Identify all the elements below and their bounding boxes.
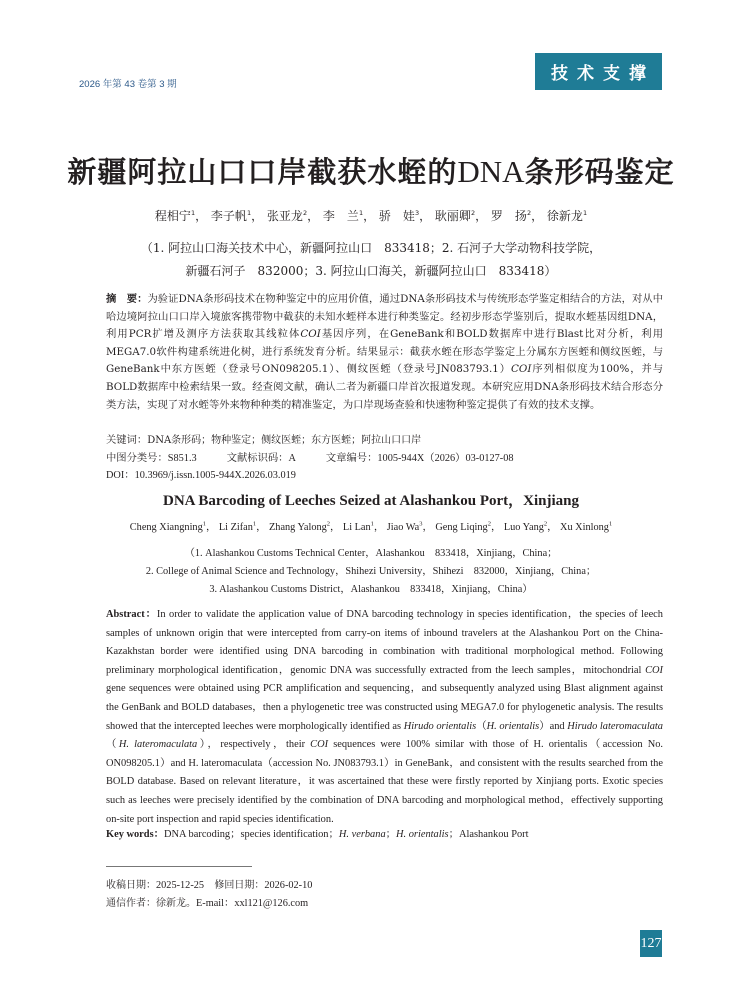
affiliations-cn	[0, 237, 742, 283]
email-link[interactable]: xxl121@126.com	[234, 898, 309, 909]
abstract-en: Abstract：In order to validate the application value of DNA barcoding technology in species identification，the species of leech samples of unknown origin that were intercepted from carry-on items of inbound travelers at the Alashankou Port on the China-Kazakhstan border were identified using DNA barcoding in combination with traditional morphological method. Following preliminary morphological identification，genomic DNA was successfully extracted from the leech samples，mitochondrial COI gene sequences were obtained using PCR amplification and sequencing，and subsequently analyzed using Blast alignment against the GenBank and BOLD databases，then a phylogenetic tree was constructed using MEGA7.0 for phylogenetic analysis. The results showed that the intercepted leeches were morphologically identified as Hirudo orientalis（H. orientalis）and Hirudo lateromaculata（H. lateromaculata），respectively，their COI sequences were 100% similar with those of H. orientalis（accession No. ON098205.1）and H. lateromaculata（accession No. JN083793.1）in GeneBank，and consistent with the results searched from the BOLD database. Based on relevant literature，it was ascertained that these were firstly reported by Xinjiang ports. Exotic species such as leeches were precisely identified by the combination of DNA barcoding and morphological method，effectively supporting on-site port inspection and rapid species identification.	[106, 609, 664, 825]
author-en: Xu Xinlong$^1$	[560, 520, 613, 533]
author-cn: 徐新龙$^1$	[546, 209, 588, 223]
title-cn-part2: 条形码鉴定	[524, 155, 675, 189]
author-cn: 骄 娃$^3$，	[378, 209, 432, 223]
article-title-cn	[0, 150, 742, 191]
author-en: Li Lan$^1$，	[342, 520, 385, 533]
keywords-cn-label: 关键词：	[106, 434, 148, 446]
title-cn-latin: DNA	[457, 154, 525, 189]
footnote-dates: 收稿日期：2025-12-25 修回日期：2026-02-10	[106, 880, 313, 891]
keywords-cn: 关键词：DNA条形码；物种鉴定；侧纹医蛭；东方医蛭；阿拉山口口岸	[106, 434, 422, 446]
author-en: Zhang Yalong$^2$，	[269, 520, 341, 533]
author-en: Jiao Wa$^3$，	[386, 520, 433, 533]
journal-issue-info: 2026 年第 43 卷第 3 期	[79, 79, 177, 90]
affiliation-cn-line: 新疆石河子 832000；3. 阿拉山口海关，新疆阿拉山口 833418）	[185, 264, 557, 278]
author-cn: 罗 扬$^2$，	[490, 209, 544, 223]
affiliation-en-line: 2. College of Animal Science and Technology，Shihezi University，Shihezi 832000，Xinjiang，China；	[145, 566, 597, 577]
keywords-en-label: Key words：	[106, 829, 165, 840]
doi-link[interactable]: 10.3969/j.issn.1005-944X.2026.03.019	[134, 470, 296, 481]
title-cn-part1: 新疆阿拉山口口岸截获水蛭的	[67, 155, 458, 189]
abstract-cn-label: 摘 要：	[106, 293, 148, 305]
author-cn: 程相宁$^1$，	[154, 209, 208, 223]
page-number: 127	[640, 930, 662, 957]
author-cn: 李子帆$^1$，	[210, 209, 264, 223]
affiliations-en	[0, 545, 742, 599]
author-cn: 张亚龙$^2$，	[266, 209, 320, 223]
author-en: Li Zifan$^1$，	[218, 520, 267, 533]
affiliation-cn-line: （1. 阿拉山口海关技术中心，新疆阿拉山口 833418；2. 石河子大学动物科技学院，	[140, 241, 602, 255]
authors-en	[0, 518, 742, 533]
keywords-en: Key words：DNA barcoding；species identification；H. verbana；H. orientalis；Alashankou Port	[106, 829, 529, 840]
author-en: Cheng Xiangning$^1$，	[129, 520, 217, 533]
article-title-en: DNA Barcoding of Leeches Seized at Alashankou Port，Xinjiang	[163, 493, 579, 509]
abstract-cn: 摘 要：为验证DNA条形码技术在物种鉴定中的应用价值，通过DNA条形码技术与传统形态学鉴定相结合的方法，对从中哈边境阿拉山口口岸入境旅客携带物中截获的未知水蛭样本进行种类鉴定。经初步形态学鉴别后，提取水蛭基因组DNA，利用PCR扩增及测序方法获取其线粒体COI基因序列，在GeneBank和BOLD数据库中进行Blast比对分析，利用MEGA7.0软件构建系统进化树，进行系统发育分析。结果显示：截获水蛭在形态学鉴定上分属东方医蛭和侧纹医蛭，与GeneBank中东方医蛭（登录号ON098205.1）、侧纹医蛭（登录号JN083793.1）COI序列相似度为100%，并与BOLD数据库中检索结果一致。经查阅文献，确认二者为新疆口岸首次报道发现。本研究应用DNA条形码技术结合形态分类方法，实现了对水蛭等外来物种种类的精准鉴定，为口岸现场查验和快速物种鉴定提供了有效的技术支撑。	[106, 293, 664, 411]
author-en: Luo Yang$^2$，	[503, 520, 558, 533]
affiliation-en-line: （1. Alashankou Customs Technical Center，Alashankou 833418，Xinjiang，China；	[184, 548, 558, 559]
authors-cn	[0, 207, 742, 224]
doi-line: DOI：10.3969/j.issn.1005-944X.2026.03.019	[106, 470, 296, 481]
classification-line: 中图分类号：S851.3 文献标识码：A 文章编号：1005-944X（2026）03-0127-08	[106, 452, 514, 464]
affiliation-en-line: 3. Alashankou Customs District，Alashankou 833418，Xinjiang，China）	[209, 584, 533, 595]
author-en: Geng Liqing$^2$，	[435, 520, 502, 533]
footnote-corresponding: 通信作者：徐新龙。E-mail：xxl121@126.com	[106, 898, 309, 909]
author-cn: 李 兰$^1$，	[322, 209, 376, 223]
section-badge: 技术支撑	[535, 53, 662, 90]
abstract-en-label: Abstract：	[106, 609, 157, 620]
footnote-divider	[106, 866, 252, 867]
author-cn: 耿丽卿$^2$，	[434, 209, 488, 223]
